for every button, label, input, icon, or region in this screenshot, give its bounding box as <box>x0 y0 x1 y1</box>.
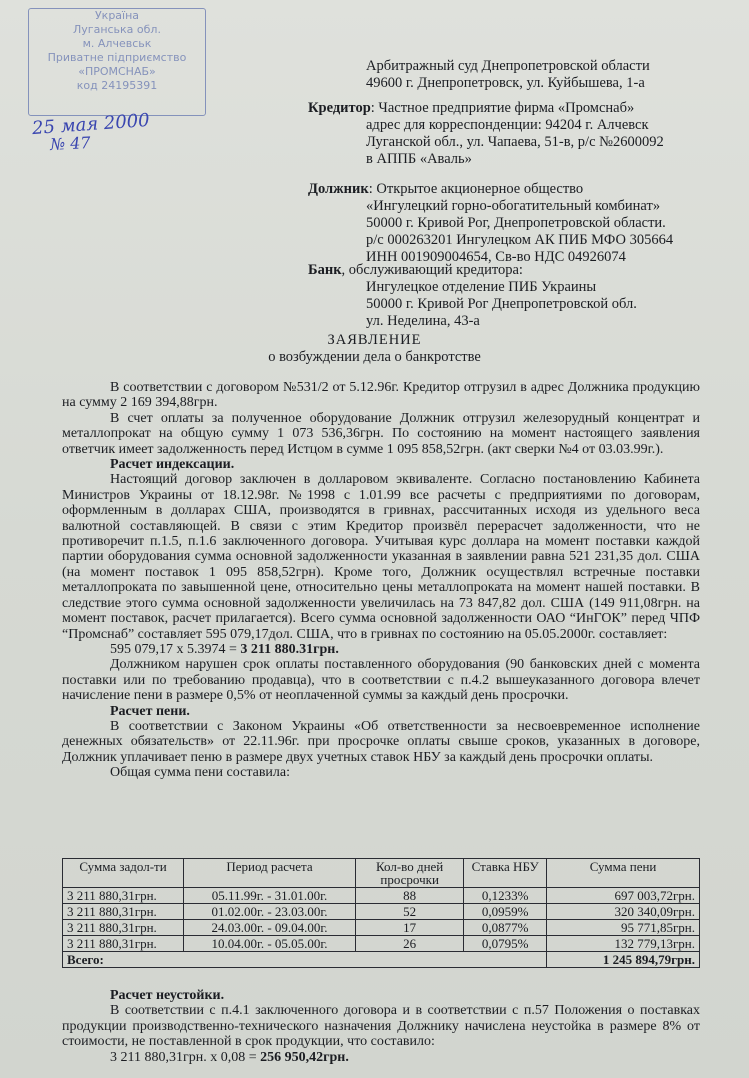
table-row <box>63 888 700 904</box>
total-label: Всего: <box>63 952 547 968</box>
section-heading-penalty: Расчет пени. <box>110 703 190 719</box>
debtor-line: «Ингулецкий горно-обогатительный комбинат» <box>366 198 661 214</box>
creditor-block <box>308 100 664 168</box>
court-street: 49600 г. Днепропетровск, ул. Куйбышева, 1-а <box>366 75 645 91</box>
body-part-1 <box>62 380 700 781</box>
section-heading-indexation: Расчет индексации. <box>110 457 235 473</box>
stamp-line: Приватне підприємство <box>47 51 187 64</box>
penalty-total-label: Общая сумма пени составила: <box>110 765 291 781</box>
bank-line: Ингулецкое отделение ПИБ Украины <box>366 279 597 295</box>
table-cell: 52 <box>356 904 464 920</box>
debtor-line: : Открытое акционерное общество <box>368 181 584 197</box>
table-cell: 3 211 880,31грн. <box>63 936 184 952</box>
creditor-line: в АППБ «Аваль» <box>366 151 472 167</box>
document-title <box>0 332 749 366</box>
table-row <box>63 936 700 952</box>
creditor-line: адрес для корреспонденции: 94204 г. Алчевск <box>366 117 649 133</box>
paragraph: В счет оплаты за полученное оборудование Должник отгрузил железорудный концентрат и металлопрокат на общую сумму 1 073 536,36грн. По состоянию на момент настоящего заявления ответчик имеет задолженность перед Истцом в сумме 1 095 858,52грн. (акт сверки №4 от 03.03.99г.). <box>62 410 700 457</box>
company-stamp <box>28 8 206 116</box>
table-row <box>63 904 700 920</box>
paragraph: Должником нарушен срок оплаты поставленного оборудования (90 банковских дней с момента поставки или по требованию продавца), что в соответствии с п.4.2 вышеуказанного договора влечет начисление пени в размере 0,5% от неоплаченной суммы за каждый день просрочки. <box>62 657 700 704</box>
creditor-line: : Частное предприятие фирма «Промснаб» <box>370 100 635 116</box>
calculation-line <box>62 642 700 657</box>
table-cell: 3 211 880,31грн. <box>63 920 184 936</box>
stamp-line: код 24195391 <box>76 79 158 92</box>
total-value: 1 245 894,79грн. <box>547 952 700 968</box>
table-cell: 17 <box>356 920 464 936</box>
table-cell: 01.02.00г. - 23.03.00г. <box>184 904 356 920</box>
debtor-line: р/с 000263201 Ингулецком АК ПИБ МФО 305664 <box>366 232 674 248</box>
section-heading-forfeit: Расчет неустойки. <box>110 988 225 1003</box>
calc-result: 256 950,42грн. <box>260 1049 349 1065</box>
body-part-2 <box>62 988 700 1065</box>
column-header: Сумма пени <box>547 859 700 888</box>
table-cell: 95 771,85грн. <box>547 920 700 936</box>
paragraph: В соответствии с п.4.1 заключенного договора и в соответствии с п.57 Положения о поставках продукции производственно-технического назначения Должнику начислена неустойка в размере 8% от стоимости, не поставленной в срок продукции, что составило: <box>62 1003 700 1050</box>
paragraph: Настоящий договор заключен в долларовом эквиваленте. Согласно постановлению Кабинета Министров Украины от 18.12.98г. №1998 с 1.01.99 все расчеты с предприятиями по договорам, оформленным в долларах США, производятся в гривнах, рассчитанных исходя из удельного веса валютной составляющей. В связи с этим Кредитор произвёл перерасчет задолженности, что не противоречит п.1.5, п.1.6 заключенного договора. Учитывая курс доллара на момент поставки каждой партии оборудования сумма основной задолженности указанная в заявлении равна 521 231,35 дол. США (на момент поставок 1 095 858,52грн). Кроме того, Должник осуществлял встречные поставки металлопроката по завышенной цене, относительно цены металлопроката на момент нашей поставки. В следствие этого сумма основной задолженности увеличилась на 73 847,82 дол. США (149 911,08грн. на момент поставок, расчет прилагается). Всего сумма основной задолженности ОАО “ИнГОК” перед ЧПФ “Промснаб” составляет 595 079,17дол. США, что в гривнах по состоянию на 05.05.2000г. составляет: <box>62 472 700 642</box>
court-name: Арбитражный суд Днепропетровской области <box>366 58 650 74</box>
table-cell: 05.11.99г. - 31.01.00г. <box>184 888 356 904</box>
table-cell: 320 340,09грн. <box>547 904 700 920</box>
table-cell: 0,0795% <box>464 936 547 952</box>
bank-line: , обслуживающий кредитора: <box>341 262 523 278</box>
column-header: Сумма задол-ти <box>63 859 184 888</box>
column-header: Период расчета <box>184 859 356 888</box>
table-total-row <box>63 952 700 968</box>
calc-expression: 3 211 880,31грн. х 0,08 = <box>110 1049 261 1065</box>
court-address <box>366 58 650 92</box>
stamp-line: м. Алчевськ <box>82 37 152 50</box>
table-cell: 0,0877% <box>464 920 547 936</box>
handwritten-number: № 47 <box>49 132 92 155</box>
table-cell: 0,0959% <box>464 904 547 920</box>
title-subtitle: о возбуждении дела о банкротстве <box>268 349 481 365</box>
bank-block <box>308 262 637 330</box>
table-cell: 132 779,13грн. <box>547 936 700 952</box>
debtor-block <box>308 181 673 266</box>
table-cell: 697 003,72грн. <box>547 888 700 904</box>
stamp-line: «ПРОМСНАБ» <box>78 65 156 78</box>
penalty-table <box>62 858 700 968</box>
stamp-line: Україна <box>94 9 140 22</box>
stamp-line: Луганська обл. <box>73 23 161 36</box>
calc-expression: 595 079,17 х 5.3974 = <box>110 641 241 657</box>
paragraph: В соответствии с договором №531/2 от 5.12.96г. Кредитор отгрузил в адрес Должника продукцию на сумму 2 169 394,88грн. <box>62 380 700 411</box>
creditor-label: Кредитор <box>308 100 371 116</box>
handwritten-date: 25 мая 2000 <box>31 109 151 140</box>
table-cell: 26 <box>356 936 464 952</box>
bank-label: Банк <box>308 262 342 278</box>
paragraph: В соответствии с Законом Украины «Об ответственности за несвоевременное исполнение денежных обязательств» от 22.11.96г. при просрочке оплаты свыше сроков, указанных в договоре, Должник уплачивает пеню в размере двух учетных ставок НБУ за каждый день просрочки оплаты. <box>62 718 700 765</box>
debtor-line: 50000 г. Кривой Рог, Днепропетровской области. <box>366 215 666 231</box>
calculation-line <box>62 1050 700 1065</box>
title-main: ЗАЯВЛЕНИЕ <box>327 332 422 348</box>
table-cell: 3 211 880,31грн. <box>63 888 184 904</box>
bank-line: 50000 г. Кривой Рог Днепропетровской обл. <box>366 296 637 312</box>
bank-line: ул. Неделина, 43-а <box>366 313 480 329</box>
column-header: Ставка НБУ <box>464 859 547 888</box>
debtor-label: Должник <box>308 181 369 197</box>
table-row <box>63 920 700 936</box>
table-cell: 0,1233% <box>464 888 547 904</box>
table-cell: 88 <box>356 888 464 904</box>
calc-result: 3 211 880.31грн. <box>240 641 339 657</box>
table-cell: 10.04.00г. - 05.05.00г. <box>184 936 356 952</box>
table-header-row <box>63 859 700 888</box>
table-cell: 3 211 880,31грн. <box>63 904 184 920</box>
table-cell: 24.03.00г. - 09.04.00г. <box>184 920 356 936</box>
creditor-line: Луганской обл., ул. Чапаева, 51-в, р/с №2600092 <box>366 134 664 150</box>
column-header: Кол-во дней просрочки <box>356 859 464 888</box>
debtor-line: ИНН 001909004654, Св-во НДС 04926074 <box>366 249 626 265</box>
